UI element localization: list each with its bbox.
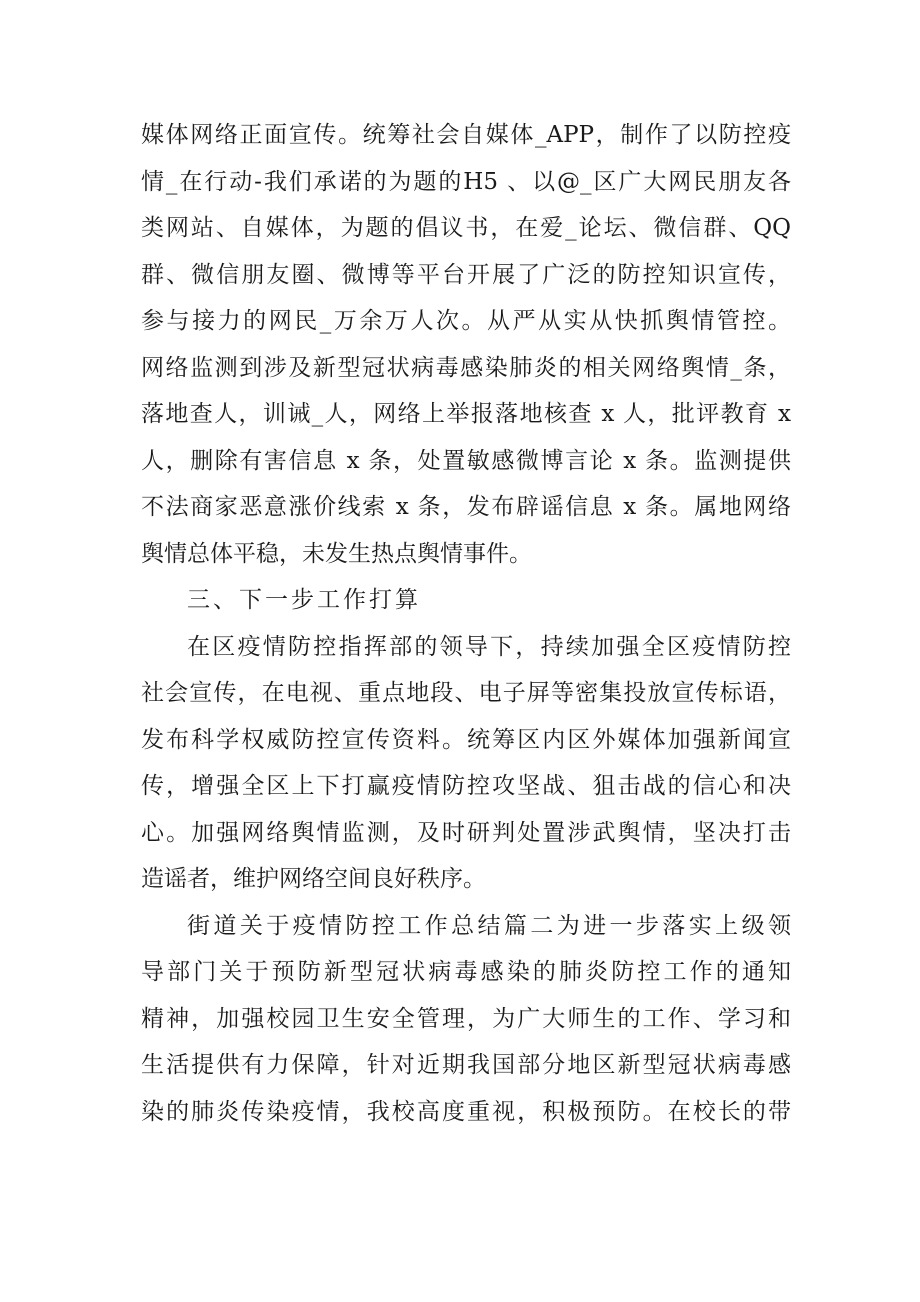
- text-line: 参与接力的网民_万余万人次。从严从实从快抓舆情管控。: [141, 308, 791, 334]
- text-line: 街道关于疫情防控工作总结篇二为进一步落实上级领: [187, 912, 791, 939]
- text-line: 不法商家恶意涨价线索 x 条，发布辟谣信息 x 条。属地网络: [141, 494, 791, 520]
- text-line: 舆情总体平稳，未发生热点舆情事件。: [141, 540, 532, 567]
- text-line: 传，增强全区上下打赢疫情防控攻坚战、狙击战的信心和决: [141, 773, 791, 799]
- text-line: 类网站、自媒体，为题的倡议书，在爱_论坛、微信群、QQ: [141, 215, 791, 241]
- text-line: 生活提供有力保障，针对近期我国部分地区新型冠状病毒感: [141, 1052, 791, 1078]
- text-line: 在区疫情防控指挥部的领导下，持续加强全区疫情防控: [187, 633, 791, 660]
- text-line: 精神，加强校园卫生安全管理，为广大师生的工作、学习和: [141, 1005, 791, 1032]
- paragraph-media-publicity: [141, 112, 791, 577]
- text-line: 落地查人，训诫_人，网络上举报落地核查 x 人，批评教育 x: [141, 401, 791, 427]
- text-line: 导部门关于预防新型冠状病毒感染的肺炎防控工作的通知: [141, 959, 791, 985]
- text-line: 人，删除有害信息 x 条，处置敏感微博言论 x 条。监测提供: [141, 447, 791, 474]
- paragraph-summary-part-two: [141, 903, 791, 1136]
- text-line: 群、微信朋友圈、微博等平台开展了广泛的防控知识宣传，: [141, 261, 791, 288]
- text-line: 心。加强网络舆情监测，及时研判处置涉武舆情，坚决打击: [141, 819, 791, 846]
- text-line: 社会宣传，在电视、重点地段、电子屏等密集投放宣传标语，: [141, 680, 791, 706]
- document-body: [141, 112, 791, 1135]
- text-line: 染的肺炎传染疫情，我校高度重视，积极预防。在校长的带: [141, 1098, 791, 1125]
- text-line: 发布科学权威防控宣传资料。统筹区内区外媒体加强新闻宣: [141, 726, 791, 753]
- text-line: 媒体网络正面宣传。统筹社会自媒体_APP，制作了以防控疫: [141, 122, 791, 148]
- text-line: 网络监测到涉及新型冠状病毒感染肺炎的相关网络舆情_条，: [141, 354, 791, 381]
- text-line: 情_在行动-我们承诺的为题的H5 、以@_区广大网民朋友各: [141, 168, 791, 195]
- text-line: 造谣者，维护网络空间良好秩序。: [141, 866, 486, 892]
- section-heading: 三、下一步工作打算: [187, 587, 421, 613]
- paragraph-next-steps: [141, 624, 791, 903]
